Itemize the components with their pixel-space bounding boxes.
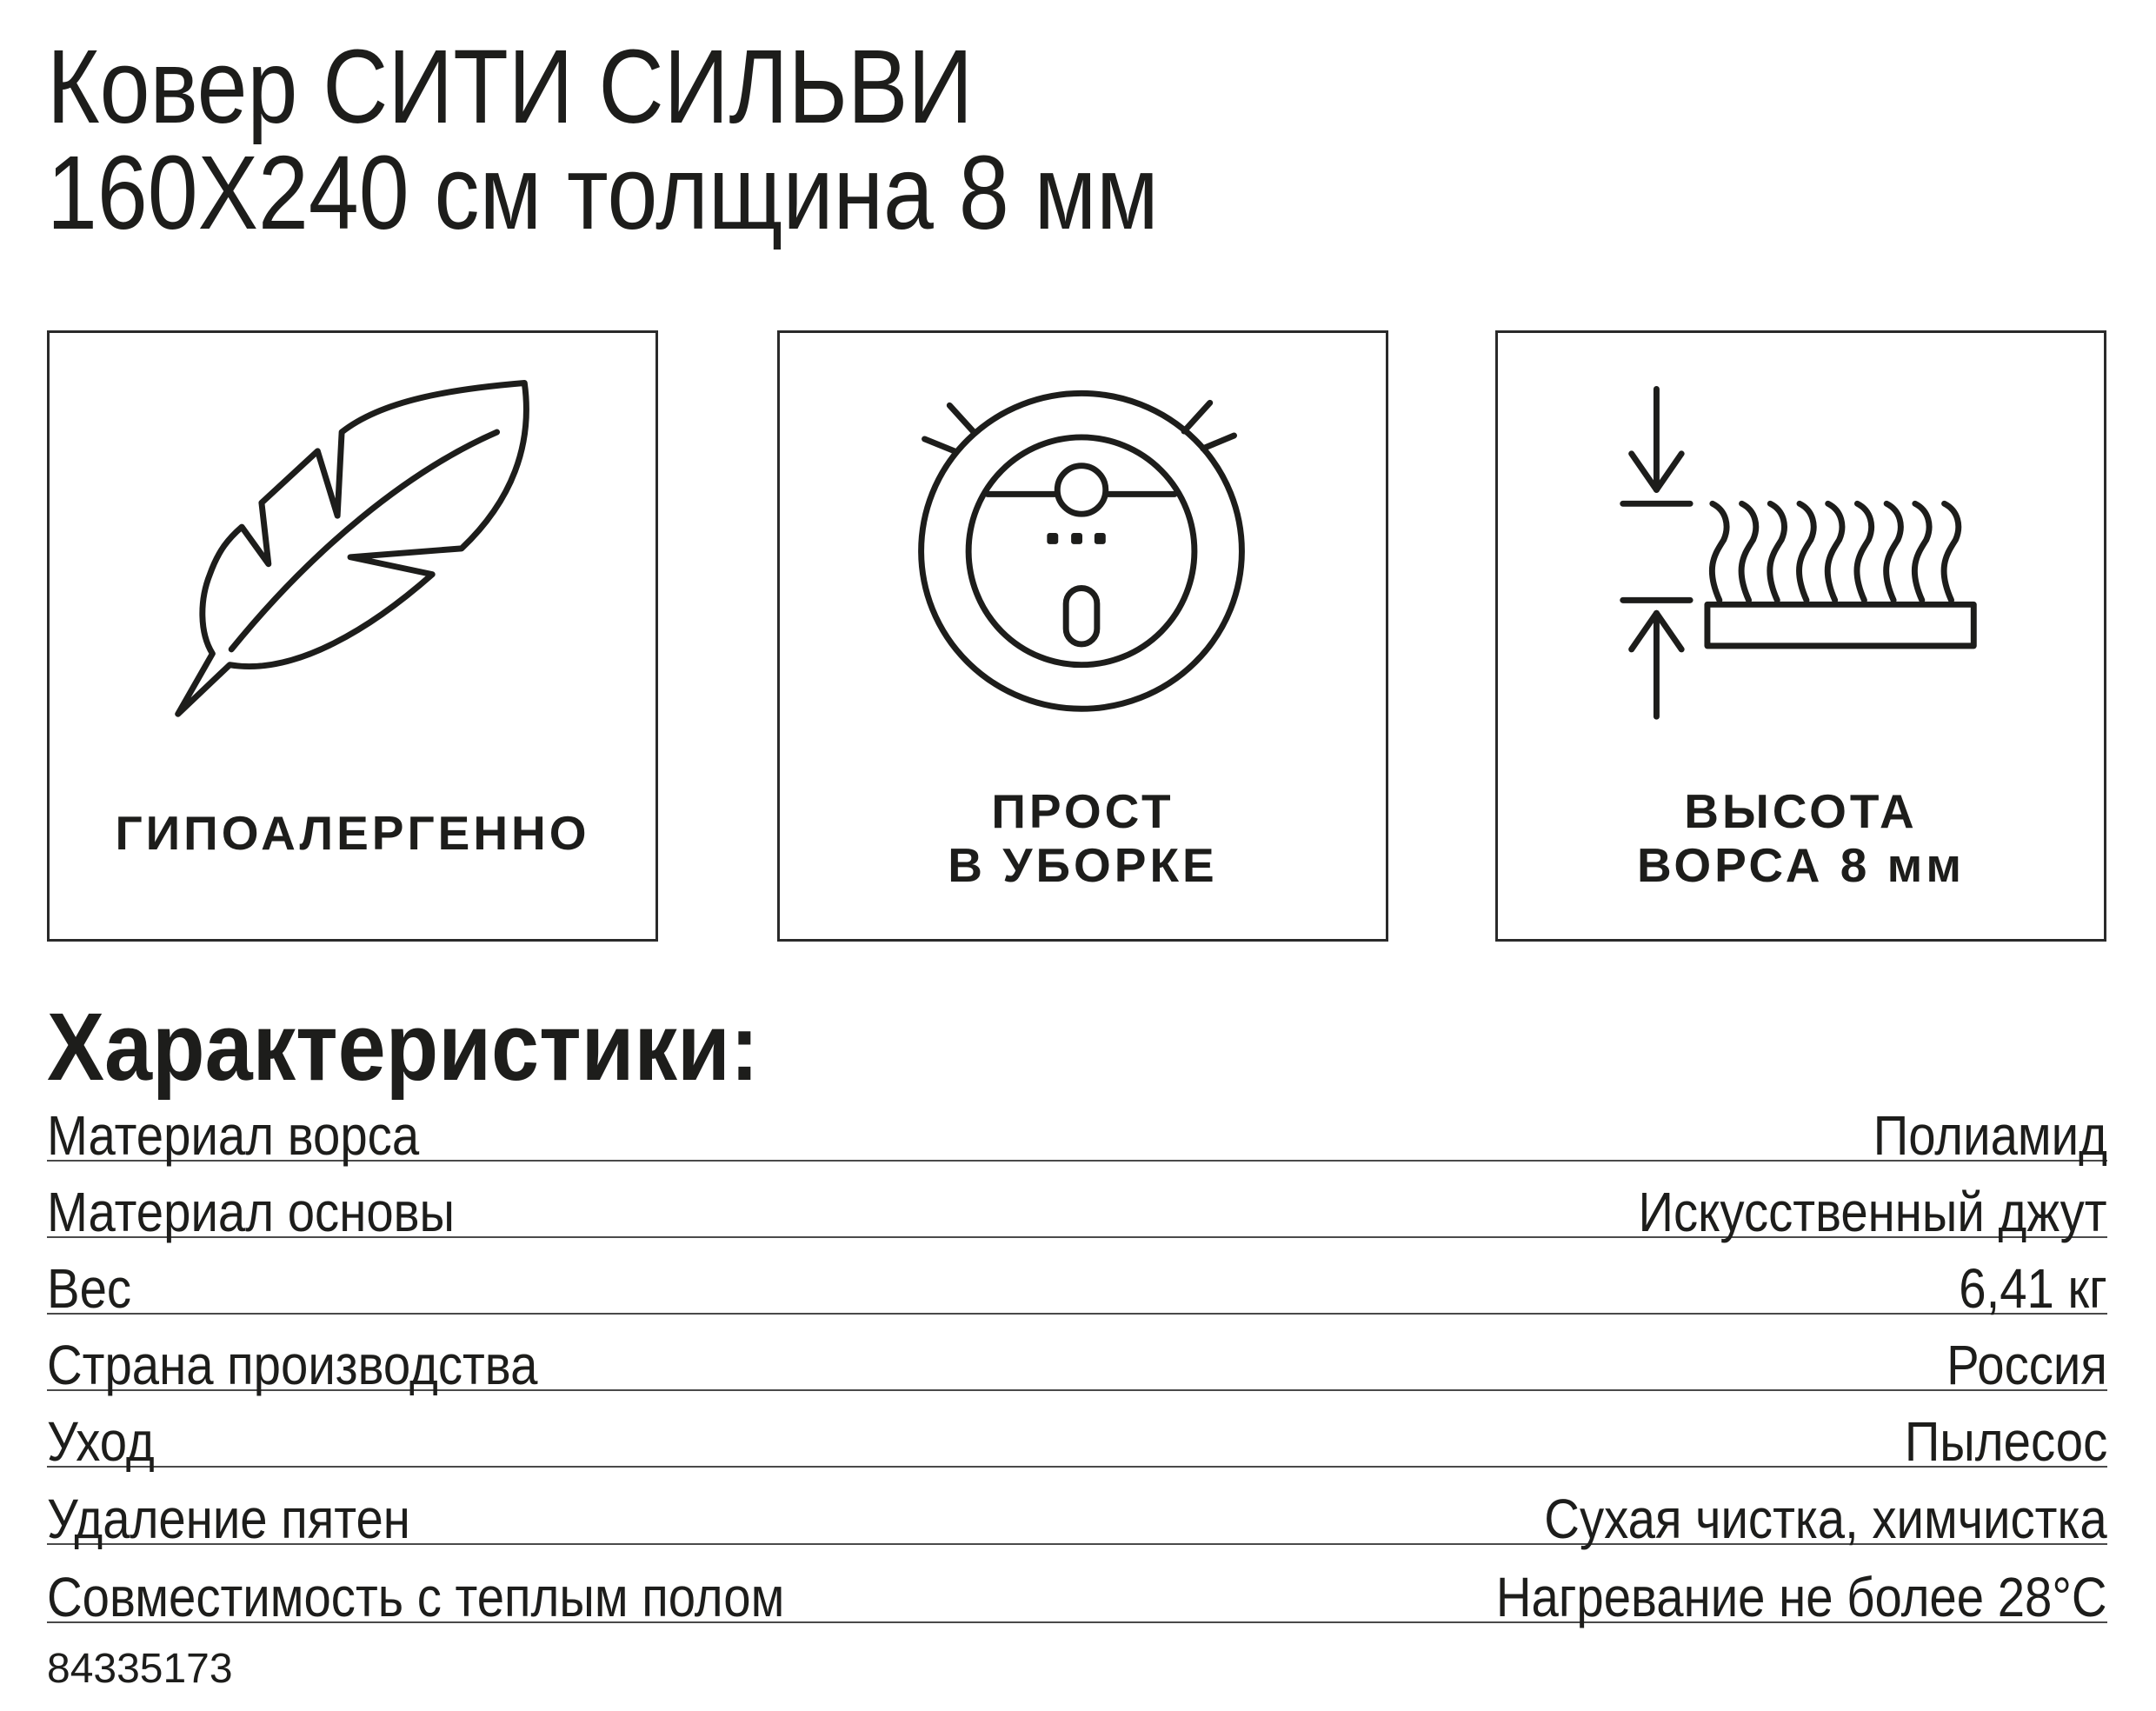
spec-value: Россия [1946,1334,2107,1396]
feature-label-line-2: ВОРСА 8 мм [1636,838,1966,892]
feature-label: ГИПОАЛЕРГЕННО [115,806,590,860]
spec-row [47,1162,2107,1243]
spec-value: Пылесос [1904,1410,2107,1473]
spec-row [47,1085,2107,1167]
feature-card-hypoallergenic [47,330,658,942]
feature-card-easy-cleaning [777,330,1388,942]
spec-label: Страна производства [47,1334,538,1396]
product-title-line-2: 160X240 см толщина 8 мм [47,133,1159,251]
feature-label-line-2: В УБОРКЕ [948,838,1218,892]
specs-heading: Характеристики: [47,994,759,1101]
spec-value: 6,41 кг [1959,1257,2107,1320]
spec-label: Материал ворса [47,1104,420,1167]
spec-row [47,1468,2107,1550]
spec-row [47,1547,2107,1628]
spec-row [47,1391,2107,1473]
spec-label: Материал основы [47,1181,456,1243]
spec-label: Совместимость с теплым полом [47,1566,785,1628]
spec-label: Уход [47,1410,155,1473]
feature-card-pile-height [1495,330,2106,942]
spec-value: Нагревание не более 28°С [1496,1566,2107,1628]
feature-label-line-1: ВЫСОТА [1684,784,1918,838]
spec-value: Полиамид [1873,1104,2107,1167]
article-code: 84335173 [47,1646,233,1692]
product-title-line-1: Ковер СИТИ СИЛЬВИ [47,27,974,145]
spec-label: Вес [47,1257,132,1320]
spec-row [47,1315,2107,1396]
feature-label-line-1: ПРОСТ [991,784,1174,838]
spec-label: Удаление пятен [47,1488,410,1550]
spec-row [47,1238,2107,1320]
spec-value: Искусственный джут [1638,1181,2107,1243]
spec-value: Сухая чистка, химчистка [1544,1488,2107,1550]
